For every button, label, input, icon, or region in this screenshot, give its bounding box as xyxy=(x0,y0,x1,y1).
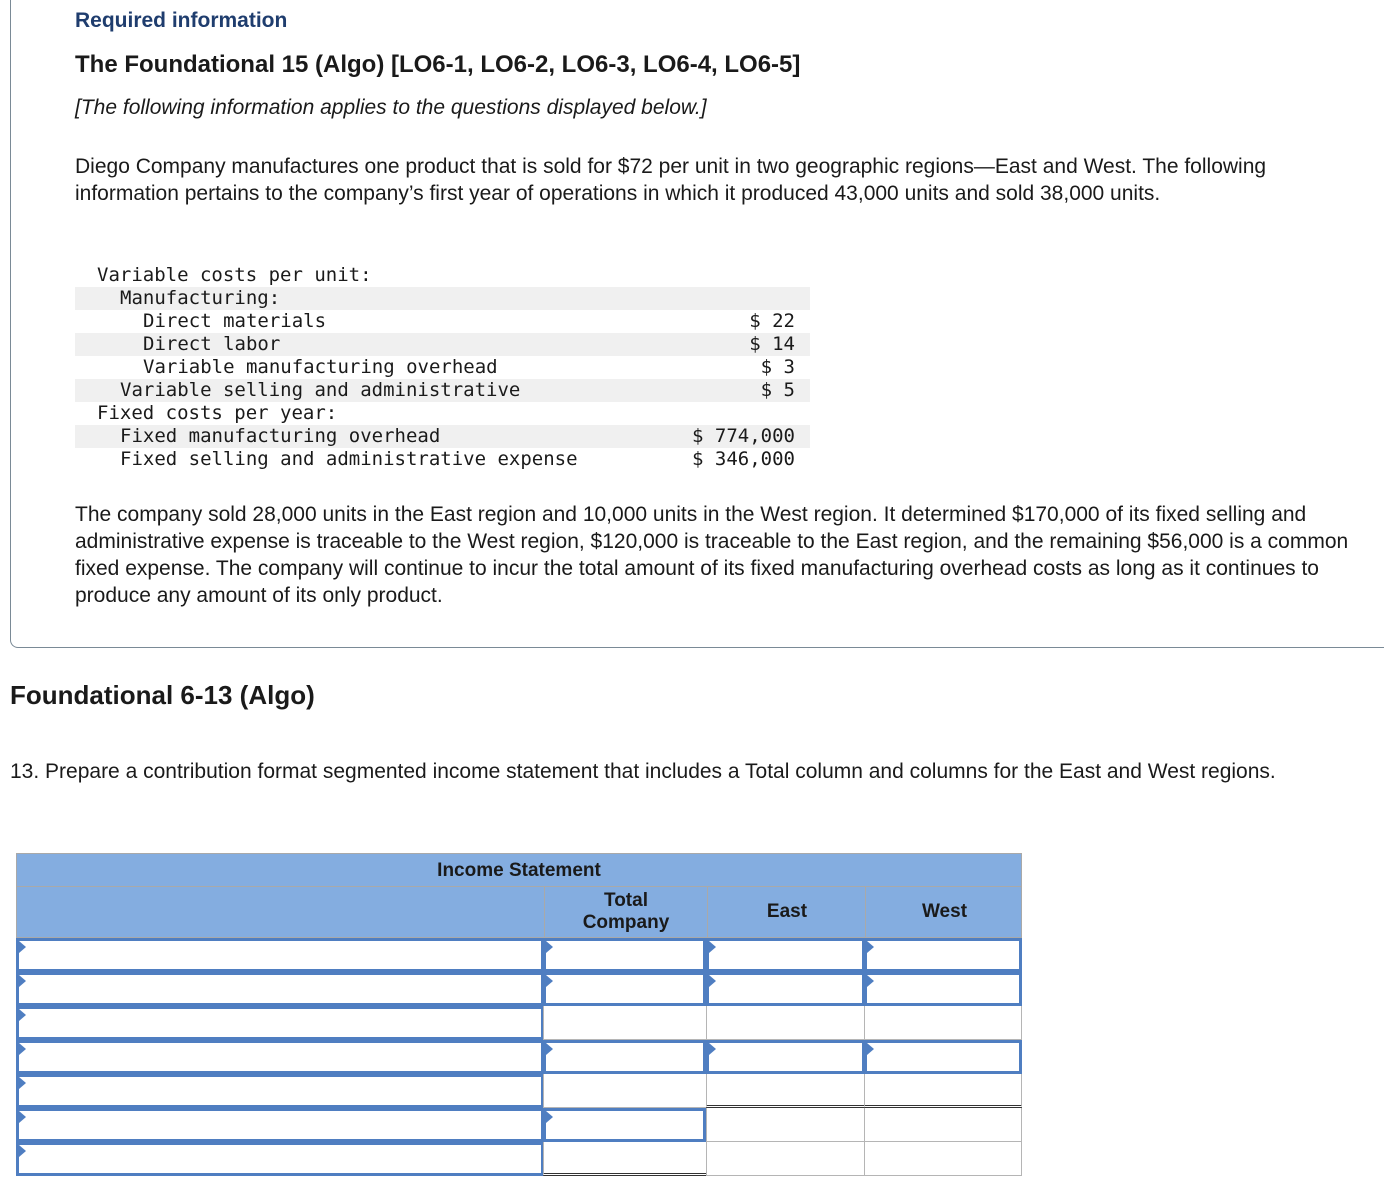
line-item-dropdown[interactable] xyxy=(16,1074,544,1108)
dropdown-arrow-icon xyxy=(546,975,553,987)
table-row xyxy=(16,972,1022,1006)
column-header-west: West xyxy=(865,887,1023,937)
west-cell xyxy=(864,1108,1022,1142)
variable-costs-header: Variable costs per unit: xyxy=(97,264,372,286)
problem-title: The Foundational 15 (Algo) [LO6-1, LO6-2, LO6-3, LO6-4, LO6-5] xyxy=(75,51,801,78)
income-statement-table xyxy=(16,853,1022,1179)
total-company-input[interactable] xyxy=(543,1040,706,1074)
dropdown-arrow-icon xyxy=(19,1077,26,1089)
direct-labor-row xyxy=(75,333,810,356)
variable-moh-label: Variable manufacturing overhead xyxy=(143,356,498,378)
dropdown-arrow-icon xyxy=(709,1043,716,1055)
dropdown-arrow-icon xyxy=(19,941,26,953)
line-item-dropdown[interactable] xyxy=(16,972,544,1006)
dropdown-arrow-icon xyxy=(867,941,874,953)
manufacturing-header-row xyxy=(75,287,810,310)
variable-moh-row xyxy=(75,356,810,379)
required-info-heading: Required information xyxy=(75,9,288,32)
west-cell xyxy=(864,1142,1022,1176)
dropdown-arrow-icon xyxy=(19,1111,26,1123)
dropdown-arrow-icon xyxy=(709,941,716,953)
table-row xyxy=(16,938,1022,972)
fixed-moh-row xyxy=(75,425,810,448)
table-row xyxy=(16,1142,1022,1176)
west-input[interactable] xyxy=(864,938,1022,972)
direct-labor-label: Direct labor xyxy=(143,333,281,355)
manufacturing-header: Manufacturing: xyxy=(120,287,281,309)
table-row xyxy=(16,1108,1022,1142)
dropdown-arrow-icon xyxy=(19,1009,26,1021)
table-row xyxy=(16,1040,1022,1074)
east-cell xyxy=(706,1142,865,1176)
fixed-costs-header-row xyxy=(75,402,810,425)
variable-sga-value: $ 5 xyxy=(760,379,795,401)
fixed-moh-label: Fixed manufacturing overhead xyxy=(120,425,441,447)
total-company-cell xyxy=(543,1006,706,1040)
total-company-cell xyxy=(543,1142,706,1176)
dropdown-arrow-icon xyxy=(867,1043,874,1055)
table-row xyxy=(16,1006,1022,1040)
variable-sga-row xyxy=(75,379,810,402)
variable-moh-value: $ 3 xyxy=(760,356,795,378)
table-row xyxy=(16,1074,1022,1108)
question-text: 13. Prepare a contribution format segmented income statement that includes a Total column and columns for the East and West regions. xyxy=(10,760,1276,783)
applies-note: [The following information applies to the questions displayed below.] xyxy=(75,96,707,119)
dropdown-arrow-icon xyxy=(19,975,26,987)
fixed-sga-label: Fixed selling and administrative expense xyxy=(120,448,578,470)
east-input[interactable] xyxy=(706,938,865,972)
column-header-east: East xyxy=(707,887,866,937)
east-cell xyxy=(706,1108,865,1142)
total-company-input[interactable] xyxy=(543,938,706,972)
fixed-sga-value: $ 346,000 xyxy=(692,448,795,470)
column-header-total-line1: Total xyxy=(604,890,648,911)
east-cell xyxy=(706,1074,865,1108)
total-company-cell xyxy=(543,1074,706,1108)
column-header-total-line2: Company xyxy=(582,912,670,933)
dropdown-arrow-icon xyxy=(709,975,716,987)
income-statement-title: Income Statement xyxy=(16,853,1022,887)
east-input[interactable] xyxy=(706,1040,865,1074)
west-input[interactable] xyxy=(864,972,1022,1006)
east-cell xyxy=(706,1006,865,1040)
direct-materials-row xyxy=(75,310,810,333)
direct-materials-value: $ 22 xyxy=(749,310,795,332)
region-details-paragraph: The company sold 28,000 units in the East region and 10,000 units in the West region. It determined $170,000 of its fixed selling and administrative expense is traceable to the West region, $120,000 is traceable to the East region, and the remaining $56,000 is a common fixed expense. The company will continue to incur the total amount of its fixed manufacturing overhead costs as long as it continues to produce any amount of its only product. xyxy=(75,503,1349,607)
west-cell xyxy=(864,1006,1022,1040)
dropdown-arrow-icon xyxy=(867,975,874,987)
line-item-dropdown[interactable] xyxy=(16,1006,544,1040)
income-statement-header-row xyxy=(16,887,1022,938)
dropdown-arrow-icon xyxy=(546,1111,553,1123)
dropdown-arrow-icon xyxy=(19,1145,26,1157)
line-item-dropdown[interactable] xyxy=(16,1142,544,1176)
west-cell xyxy=(864,1074,1022,1108)
intro-paragraph: Diego Company manufactures one product that is sold for $72 per unit in two geographic regions—East and West. The following information pertains to the company’s first year of operations in which it produced 43,000 units and sold 38,000 units. xyxy=(75,155,1267,205)
fixed-moh-value: $ 774,000 xyxy=(692,425,795,447)
column-header-total-company xyxy=(544,887,707,937)
total-company-input[interactable] xyxy=(543,1108,706,1142)
fixed-sga-row xyxy=(75,448,810,471)
direct-materials-label: Direct materials xyxy=(143,310,327,332)
dropdown-arrow-icon xyxy=(546,941,553,953)
direct-labor-value: $ 14 xyxy=(749,333,795,355)
dropdown-arrow-icon xyxy=(546,1043,553,1055)
variable-costs-header-row xyxy=(75,264,810,287)
fixed-costs-header: Fixed costs per year: xyxy=(97,402,338,424)
question-title: Foundational 6-13 (Algo) xyxy=(10,680,315,710)
dropdown-arrow-icon xyxy=(19,1043,26,1055)
line-item-dropdown[interactable] xyxy=(16,1108,544,1142)
total-company-input[interactable] xyxy=(543,972,706,1006)
west-input[interactable] xyxy=(864,1040,1022,1074)
east-input[interactable] xyxy=(706,972,865,1006)
line-item-dropdown[interactable] xyxy=(16,938,544,972)
cost-data-table xyxy=(75,264,810,471)
line-item-dropdown[interactable] xyxy=(16,1040,544,1074)
variable-sga-label: Variable selling and administrative xyxy=(120,379,521,401)
